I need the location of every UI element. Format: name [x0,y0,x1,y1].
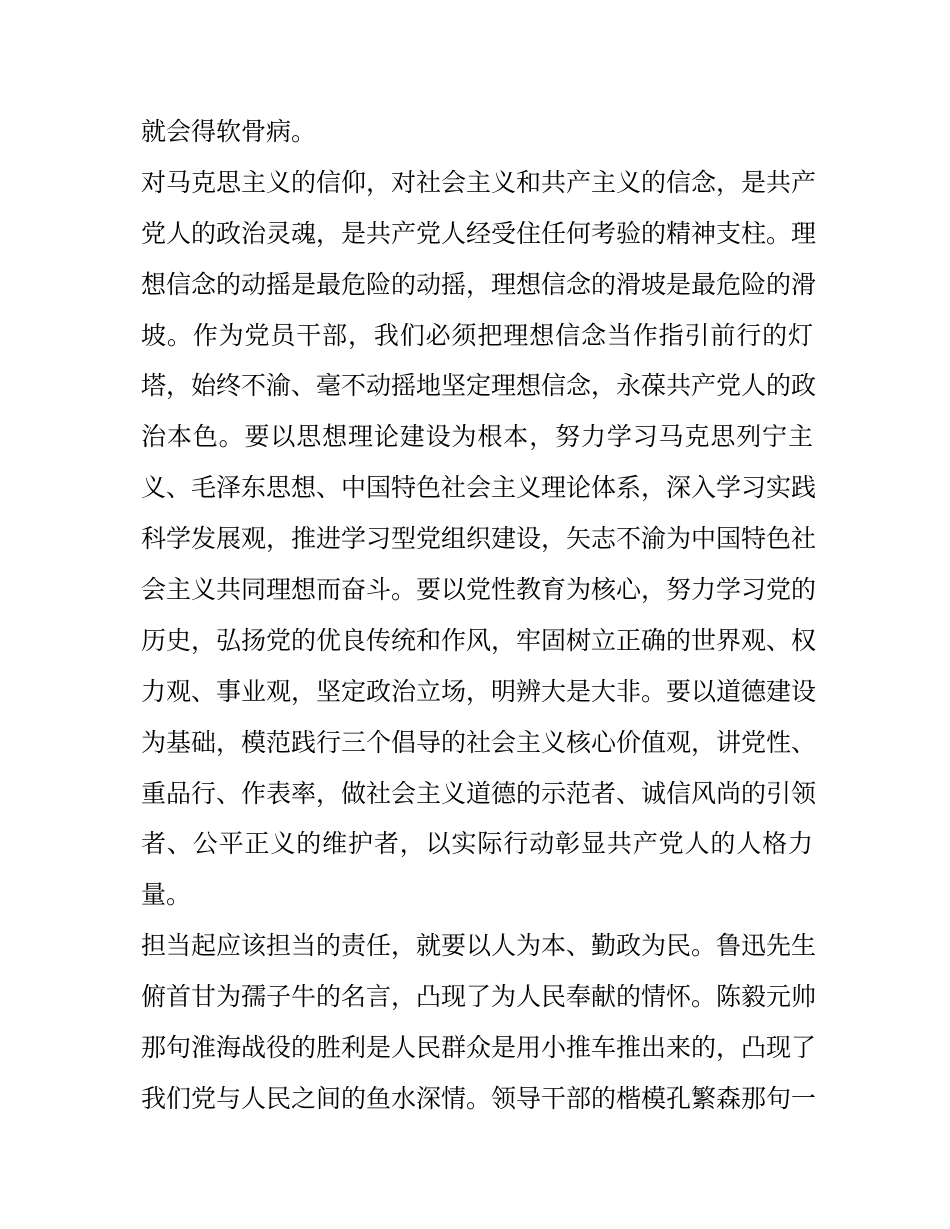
text-line: 我们党与人民之间的鱼水深情。领导干部的楷模孔繁森那句一 [141,1083,817,1113]
text-line: 想信念的动摇是最危险的动摇，理想信念的滑坡是最危险的滑 [141,269,817,299]
text-line: 重品行、作表率，做社会主义道德的示范者、诚信风尚的引领 [141,778,817,808]
text-line: 就会得软骨病。 [141,117,317,146]
text-line: 那句淮海战役的胜利是人民群众是用小推车推出来的，凸现了 [141,1033,817,1063]
text-line: 俯首甘为孺子牛的名言，凸现了为人民奉献的情怀。陈毅元帅 [141,982,817,1012]
text-line: 治本色。要以思想理论建设为根本，努力学习马克思列宁主 [141,422,813,452]
text-line: 会主义共同理想而奋斗。要以党性教育为核心，努力学习党的 [141,575,817,605]
text-line: 力观、事业观，坚定政治立场，明辨大是大非。要以道德建设 [141,676,817,706]
text-line: 担当起应该担当的责任，就要以人为本、勤政为民。鲁迅先生 [141,931,817,961]
text-line: 者、公平正义的维护者，以实际行动彰显共产党人的人格力 [141,829,813,859]
text-line: 义、毛泽东思想、中国特色社会主义理论体系，深入学习实践 [141,473,817,503]
body-text [141,107,817,1125]
text-line: 党人的政治灵魂，是共产党人经受住任何考验的精神支柱。理 [141,218,817,248]
text-line: 对马克思主义的信仰，对社会主义和共产主义的信念，是共产 [141,167,817,197]
text-line: 历史，弘扬党的优良传统和作风，牢固树立正确的世界观、权 [141,625,817,655]
text-line: 为基础，模范践行三个倡导的社会主义核心价值观，讲党性、 [141,727,817,757]
text-line: 坡。作为党员干部，我们必须把理想信念当作指引前行的灯 [141,320,813,350]
text-line: 量。 [141,880,192,910]
text-line: 科学发展观，推进学习型党组织建设，矢志不渝为中国特色社 [141,524,817,554]
text-line: 塔，始终不渝、毫不动摇地坚定理想信念，永葆共产党人的政 [141,371,817,401]
